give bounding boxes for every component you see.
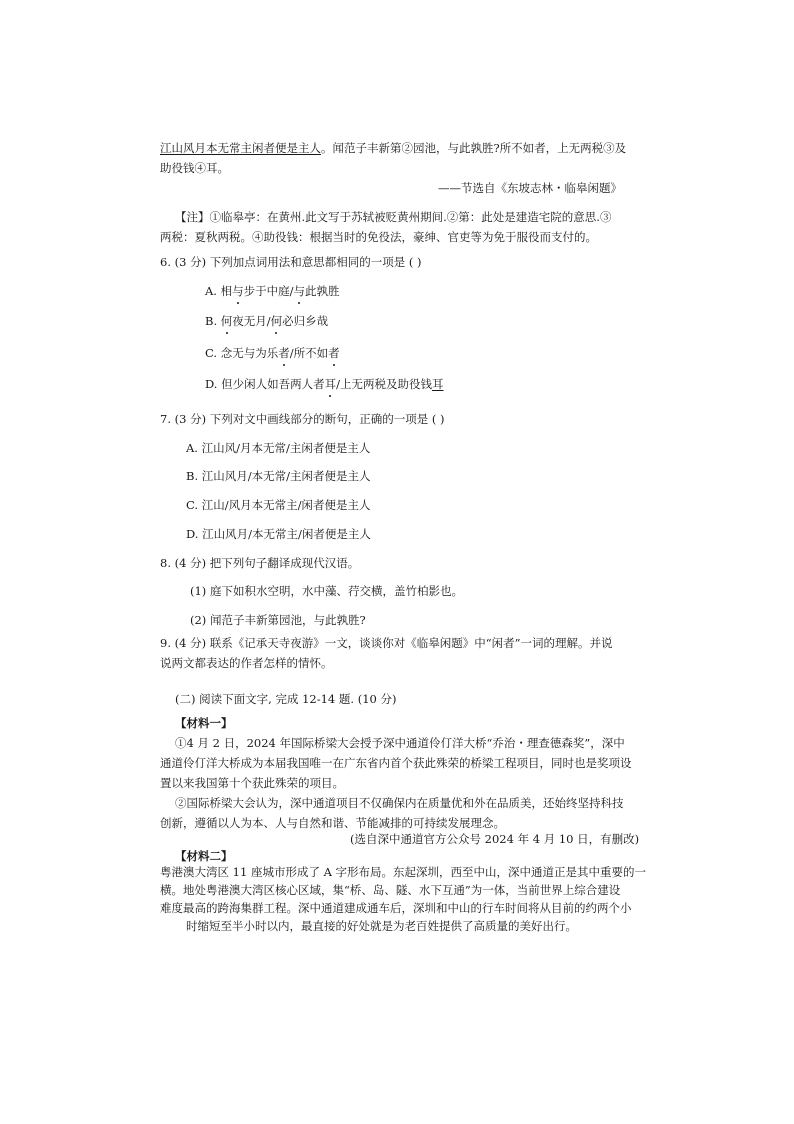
q6-option-a[interactable] [205, 283, 340, 300]
dotted-word: 与 [293, 284, 305, 298]
q7-option-b[interactable]: B. 江山风月/本无常/主闲者便是主人 [186, 469, 371, 483]
dotted-word: 何 [270, 314, 283, 328]
q6-a-pre: A. 相 [205, 284, 233, 298]
note-line-2: 两税：夏秋两税。④助役钱：根据当时的免役法，豪绅、官吏等为免于服役而支付的。 [160, 230, 597, 244]
q6-stem: 6. (3 分) 下列加点词用法和意思都相同的一项是 ( ) [160, 255, 422, 269]
q6-a-mid: 步于中庭/ [243, 284, 294, 298]
m1-source: (选自深中通道官方公众号 2024 年 4 月 10 日，有删改) [350, 832, 640, 846]
q6-c-mid: /所不如 [289, 346, 329, 360]
material-2-label: 【材料二】 [175, 849, 233, 863]
dotted-word: 何 [220, 314, 233, 328]
m1-p2-line-2: 创新，遵循以人为本、人与自然和谐、节能减排的可持续发展理念。 [160, 816, 505, 830]
q6-b-post: 必归乡哉 [282, 314, 329, 328]
dotted-word: 耳 [324, 377, 337, 391]
passage-line-2: 助役钱④耳。 [160, 161, 229, 175]
q6-d-pre: D. 但少闲人如吾两人者 [205, 377, 325, 391]
q8-item-1: (1) 庭下如积水空明，水中藻、荇交横，盖竹柏影也。 [190, 584, 463, 598]
m1-p1-line-1: ①4 月 2 日，2024 年国际桥梁大会授予深中通道伶仃洋大桥“乔治・理查德森奖”，深中 [175, 736, 625, 750]
q6-a-post: 此孰胜 [305, 284, 340, 298]
q6-c-pre: C. 念无与为乐 [205, 346, 279, 360]
q8-stem: 8. (4 分) 把下列句子翻译成现代汉语。 [160, 556, 360, 570]
passage-source: ——节选自《东坡志林・临皋闲题》 [438, 181, 622, 195]
q6-option-c[interactable] [205, 345, 340, 362]
dotted-word: 者 [328, 346, 340, 360]
q7-option-a[interactable]: A. 江山风/月本无常/主闲者便是主人 [186, 441, 371, 455]
m2-line-1: 粤港澳大湾区 11 座城市形成了 A 字形布局。东起深圳，西至中山，深中通道正是其中重要的一 [160, 865, 647, 879]
m2-line-3: 难度最高的跨海集群工程。深中通道建成通车后，深圳和中山的行车时间将从目前的约两个小 [160, 901, 632, 915]
m1-p1-line-2: 通道伶仃洋大桥成为本届我国唯一在广东省内首个获此殊荣的桥梁工程项目，同时也是奖项设 [160, 756, 632, 770]
q6-option-d[interactable] [205, 376, 444, 393]
note-line-1: 【注】①临皋亭：在黄州.此文写于苏轼被贬黄州期间.②第：此处是建造宅院的意思.③ [175, 210, 612, 224]
q9-line-2: 说两文都表达的作者怎样的情怀。 [160, 656, 333, 670]
m2-line-2: 横。地处粤港澳大湾区核心区域，集“桥、岛、隧、水下互通”为一体，当前世界上综合建设 [160, 883, 621, 897]
section-2-heading: (二) 阅读下面文字, 完成 12-14 题. (10 分) [175, 692, 397, 706]
dotted-word: 者 [278, 346, 290, 360]
q8-item-2: (2) 闻范子丰新第园池，与此孰胜? [190, 613, 366, 627]
dotted-word: 耳 [432, 377, 444, 391]
material-1-label: 【材料一】 [175, 716, 233, 730]
m2-line-4: 时缩短至半小时以内，最直接的好处就是为老百姓提供了高质量的美好出行。 [186, 919, 577, 933]
q6-d-mid: /上无两税及助役钱 [336, 377, 432, 391]
passage-line-1-rest: 。闻范子丰新第②园池，与此孰胜?所不如者，上无两税③及 [321, 141, 627, 155]
dotted-word: 与 [232, 284, 244, 298]
m1-p1-line-3: 置以来我国第十个获此殊荣的项目。 [160, 776, 344, 790]
passage-line-1 [160, 140, 626, 157]
q6-b-pre: B. [205, 314, 221, 328]
q6-b-mid: 夜无月/ [232, 314, 271, 328]
q9-line-1: 9. (4 分) 联系《记承天寺夜游》一文，谈谈你对《临皋闲题》中“闲者”一词的理解。并说 [160, 636, 613, 650]
underlined-sentence: 江山风月本无常主闲者便是主人 [160, 141, 321, 155]
q7-option-d[interactable]: D. 江山风月/本无常主/闲者便是主人 [186, 527, 371, 541]
m1-p2-line-1: ②国际桥梁大会认为，深中通道项目不仅确保内在质量优和外在品质美，还始终坚持科技 [175, 796, 624, 810]
q7-option-c[interactable]: C. 江山/风月本无常主/闲者便是主人 [186, 498, 371, 512]
q6-option-b[interactable] [205, 313, 328, 330]
q7-stem: 7. (3 分) 下列对文中画线部分的断句，正确的一项是 ( ) [160, 412, 445, 426]
